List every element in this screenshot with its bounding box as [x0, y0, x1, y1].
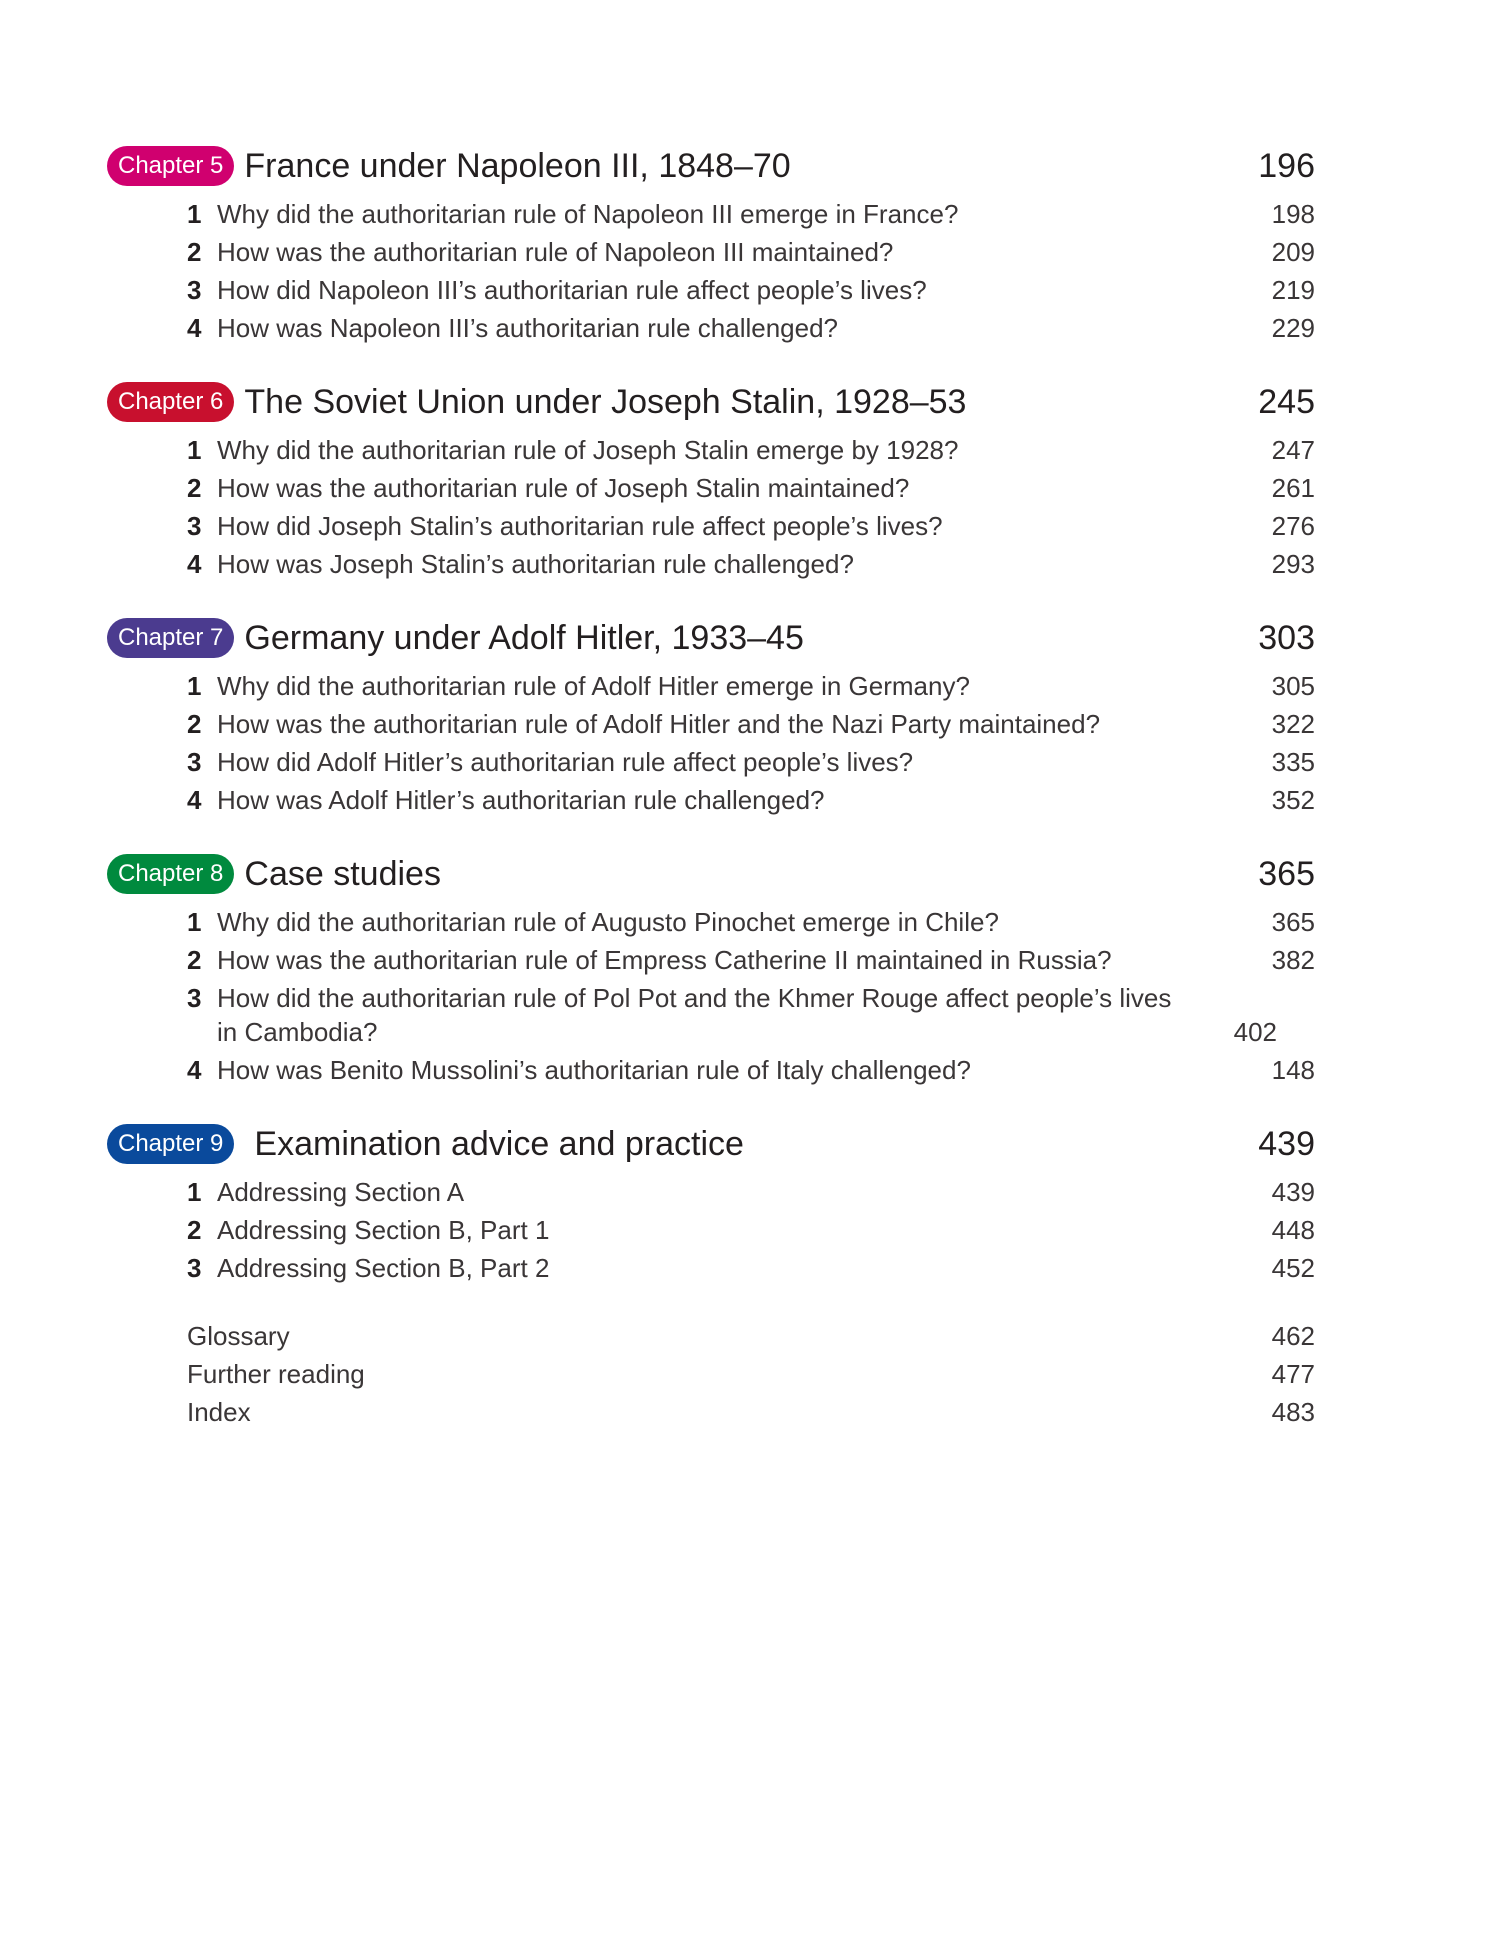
- item-page-number: 352: [1271, 785, 1315, 815]
- item-title: Why did the authoritarian rule of Augusto Pinochet emerge in Chile?: [217, 907, 999, 937]
- back-matter-item-index: [187, 1395, 1315, 1429]
- item-number: 3: [187, 983, 202, 1013]
- item-title: How was Adolf Hitler’s authoritarian rule challenged?: [217, 785, 825, 815]
- item-number: 3: [187, 511, 202, 541]
- chapter-8: [107, 851, 1315, 1087]
- item-title: How was Benito Mussolini’s authoritarian rule of Italy challenged?: [217, 1055, 971, 1085]
- item-title: How was the authoritarian rule of Adolf Hitler and the Nazi Party maintained?: [217, 709, 1101, 739]
- chapter-badge: Chapter 5: [107, 146, 234, 186]
- item-number: 4: [187, 549, 202, 579]
- chapter-page-number: 365: [1258, 854, 1315, 893]
- toc-item: [187, 1175, 1315, 1209]
- chapter-heading: [107, 143, 1315, 189]
- item-title: How was the authoritarian rule of Empress Catherine II maintained in Russia?: [217, 945, 1112, 975]
- item-page-number: 247: [1271, 435, 1315, 465]
- item-page-number: 293: [1271, 549, 1315, 579]
- item-number: 1: [187, 199, 202, 229]
- chapter-badge: Chapter 7: [107, 618, 234, 658]
- chapter-title: Case studies: [244, 854, 441, 893]
- item-page-number: 439: [1271, 1177, 1315, 1207]
- toc-item: [187, 943, 1315, 977]
- item-title: How was Napoleon III’s authoritarian rule challenged?: [217, 313, 839, 343]
- item-page-number: 148: [1271, 1055, 1315, 1085]
- item-number: 2: [187, 473, 202, 503]
- toc-item: [187, 981, 1315, 1049]
- item-page-number: 448: [1271, 1215, 1315, 1245]
- item-number: 2: [187, 237, 202, 267]
- chapter-heading: [107, 615, 1315, 661]
- chapter-page-number: 439: [1258, 1124, 1315, 1163]
- chapter-7: [107, 615, 1315, 817]
- chapter-badge: Chapter 6: [107, 382, 234, 422]
- item-number: 2: [187, 1215, 202, 1245]
- chapter-badge: Chapter 8: [107, 854, 234, 894]
- back-matter-page-number: 483: [1271, 1397, 1315, 1427]
- chapter-6: [107, 379, 1315, 581]
- toc-item: [187, 433, 1315, 467]
- toc-item: [187, 197, 1315, 231]
- item-number: 4: [187, 1055, 202, 1085]
- table-of-contents: [107, 143, 1315, 1433]
- back-matter-title: Glossary: [187, 1321, 290, 1351]
- item-title: How was Joseph Stalin’s authoritarian rule challenged?: [217, 549, 854, 579]
- chapter-page-number: 303: [1258, 618, 1315, 657]
- toc-item: [187, 509, 1315, 543]
- item-page-number: 402: [1233, 1017, 1277, 1047]
- chapter-badge: Chapter 9: [107, 1124, 234, 1164]
- item-number: 4: [187, 313, 202, 343]
- item-number: 3: [187, 1253, 202, 1283]
- item-page-number: 209: [1271, 237, 1315, 267]
- chapter-5: [107, 143, 1315, 345]
- item-title: Addressing Section A: [217, 1177, 465, 1207]
- back-matter-item-further-reading: [187, 1357, 1315, 1391]
- item-page-number: 322: [1271, 709, 1315, 739]
- item-title: Addressing Section B, Part 2: [217, 1253, 550, 1283]
- item-page-number: 276: [1271, 511, 1315, 541]
- item-number: 3: [187, 275, 202, 305]
- toc-item: [187, 1053, 1315, 1087]
- back-matter: [187, 1319, 1315, 1429]
- item-page-number: 261: [1271, 473, 1315, 503]
- item-title: Why did the authoritarian rule of Joseph Stalin emerge by 1928?: [217, 435, 959, 465]
- back-matter-title: Index: [187, 1397, 251, 1427]
- toc-item: [187, 905, 1315, 939]
- toc-item: [187, 235, 1315, 269]
- toc-item: [187, 273, 1315, 307]
- chapter-heading: [107, 851, 1315, 897]
- toc-item: [187, 783, 1315, 817]
- item-title: How did Napoleon III’s authoritarian rule affect people’s lives?: [217, 275, 927, 305]
- toc-item: [187, 745, 1315, 779]
- back-matter-page-number: 477: [1271, 1359, 1315, 1389]
- chapter-title: Examination advice and practice: [254, 1124, 744, 1163]
- item-title: Why did the authoritarian rule of Adolf Hitler emerge in Germany?: [217, 671, 970, 701]
- toc-item: [187, 471, 1315, 505]
- toc-item: [187, 707, 1315, 741]
- item-title: How did Adolf Hitler’s authoritarian rule affect people’s lives?: [217, 747, 914, 777]
- item-number: 1: [187, 671, 202, 701]
- item-number: 4: [187, 785, 202, 815]
- chapter-title: The Soviet Union under Joseph Stalin, 1928–53: [244, 382, 967, 421]
- item-number: 1: [187, 435, 202, 465]
- item-page-number: 365: [1271, 907, 1315, 937]
- item-title: How was the authoritarian rule of Joseph Stalin maintained?: [217, 473, 910, 503]
- chapter-title: Germany under Adolf Hitler, 1933–45: [244, 618, 804, 657]
- item-page-number: 382: [1271, 945, 1315, 975]
- chapter-heading: [107, 1121, 1315, 1167]
- chapter-heading: [107, 379, 1315, 425]
- item-page-number: 198: [1271, 199, 1315, 229]
- item-page-number: 452: [1271, 1253, 1315, 1283]
- chapter-page-number: 196: [1258, 146, 1315, 185]
- toc-item: [187, 1213, 1315, 1247]
- item-title: How did the authoritarian rule of Pol Pot and the Khmer Rouge affect people’s lives in Cambodia?: [217, 983, 1172, 1047]
- back-matter-title: Further reading: [187, 1359, 365, 1389]
- back-matter-page-number: 462: [1271, 1321, 1315, 1351]
- chapter-page-number: 245: [1258, 382, 1315, 421]
- item-title: How did Joseph Stalin’s authoritarian rule affect people’s lives?: [217, 511, 943, 541]
- item-page-number: 229: [1271, 313, 1315, 343]
- toc-item: [187, 547, 1315, 581]
- back-matter-item-glossary: [187, 1319, 1315, 1353]
- item-page-number: 335: [1271, 747, 1315, 777]
- item-page-number: 305: [1271, 671, 1315, 701]
- item-number: 2: [187, 709, 202, 739]
- item-number: 2: [187, 945, 202, 975]
- item-title: Addressing Section B, Part 1: [217, 1215, 550, 1245]
- item-page-number: 219: [1271, 275, 1315, 305]
- item-number: 1: [187, 1177, 202, 1207]
- toc-item: [187, 311, 1315, 345]
- chapter-title: France under Napoleon III, 1848–70: [244, 146, 791, 185]
- item-title: How was the authoritarian rule of Napoleon III maintained?: [217, 237, 894, 267]
- chapter-9: [107, 1121, 1315, 1285]
- toc-item: [187, 669, 1315, 703]
- toc-item: [187, 1251, 1315, 1285]
- item-title: Why did the authoritarian rule of Napoleon III emerge in France?: [217, 199, 959, 229]
- item-number: 3: [187, 747, 202, 777]
- item-number: 1: [187, 907, 202, 937]
